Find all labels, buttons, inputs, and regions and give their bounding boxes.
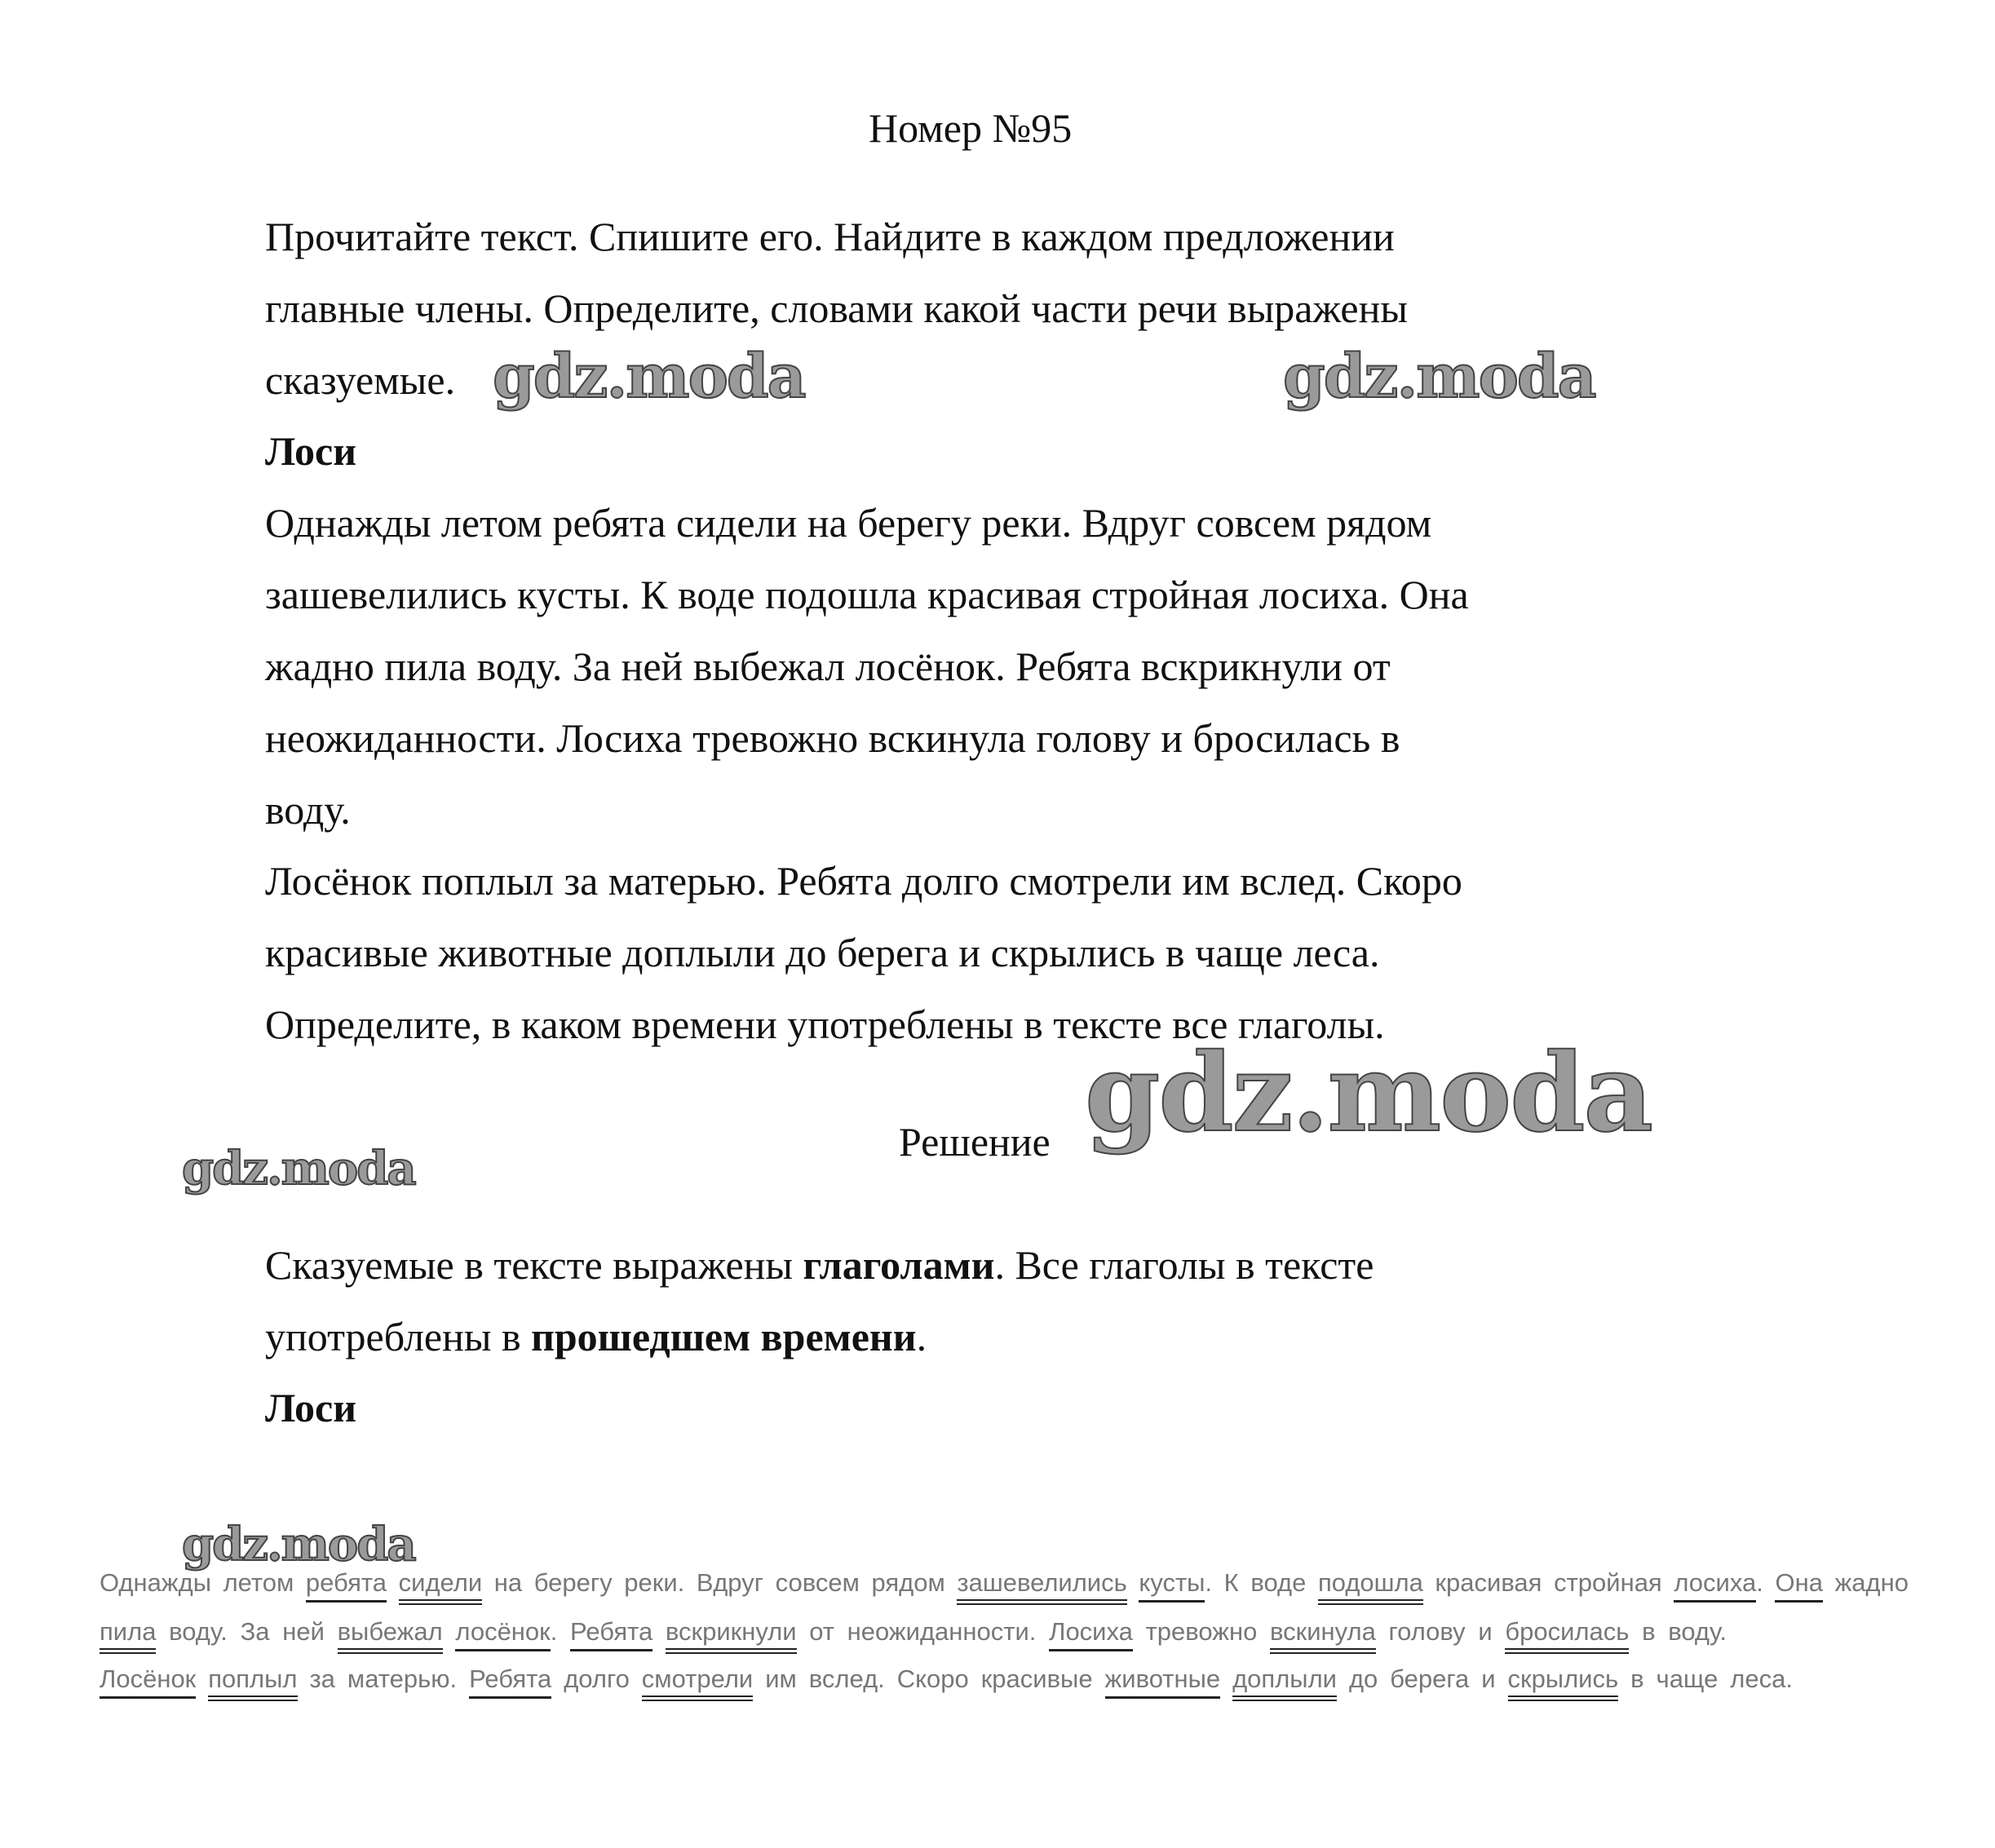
text: воду. За ней: [156, 1617, 338, 1646]
text: [443, 1617, 456, 1646]
predicate-word: зашевелились: [957, 1568, 1126, 1605]
text-line: Лосёнок поплыл за матерью. Ребята долго смотрели им вслед. Скоро: [265, 858, 1462, 904]
predicate-word: бросилась: [1505, 1617, 1629, 1654]
marked-line: [100, 1614, 1727, 1650]
solution-line: [265, 1312, 927, 1361]
text-line: Однажды летом ребята сидели на берегу реки. Вдруг совсем рядом: [265, 500, 1432, 546]
text: . Все глаголы в тексте: [994, 1242, 1374, 1288]
text: [387, 1568, 399, 1597]
text-line: воду.: [265, 787, 351, 833]
text: голову и: [1375, 1617, 1506, 1646]
predicate-word: сидели: [399, 1568, 483, 1605]
text-line: зашевелились кусты. К воде подошла красивая стройная лосиха. Она: [265, 572, 1469, 617]
watermark-logo: gdz.moda: [1085, 1030, 1652, 1156]
text: [652, 1617, 666, 1646]
text: .: [550, 1617, 571, 1646]
predicate-word: скрылись: [1508, 1665, 1619, 1701]
predicate-word: выбежал: [338, 1617, 443, 1654]
predicate-word: доплыли: [1232, 1665, 1337, 1701]
predicate-word: вскинула: [1270, 1617, 1376, 1654]
text: в воду.: [1629, 1617, 1727, 1646]
watermark-logo: gdz.moda: [182, 1142, 415, 1196]
bold-text: глаголами: [803, 1242, 995, 1288]
subject-word: Ребята: [469, 1665, 551, 1699]
subject-word: Лосёнок: [100, 1665, 196, 1699]
subject-word: кусты: [1139, 1568, 1205, 1603]
text: употреблены в: [265, 1314, 532, 1359]
text: [1127, 1568, 1139, 1597]
subject-word: лосиха: [1674, 1568, 1756, 1603]
task-question: Определите, в каком времени употреблены в тексте все глаголы.: [265, 1001, 1385, 1047]
task-line: Прочитайте текст. Спишите его. Найдите в каждом предложении: [265, 214, 1395, 259]
text-title: Лоси: [265, 428, 357, 474]
text: за матерью.: [297, 1665, 470, 1693]
predicate-word: смотрели: [642, 1665, 753, 1701]
predicate-word: пила: [100, 1617, 156, 1654]
subject-word: Лосиха: [1049, 1617, 1133, 1651]
text-line: неожиданности. Лосиха тревожно вскинула голову и бросилась в: [265, 715, 1400, 761]
text: жадно: [1822, 1568, 1909, 1597]
solution-heading: Решение: [899, 1119, 1051, 1165]
text: до берега и: [1336, 1665, 1508, 1693]
text-line: красивые животные доплыли до берега и скрылись в чаще леса.: [265, 930, 1380, 975]
text: красивая стройная: [1422, 1568, 1674, 1597]
text: Однажды летом: [100, 1568, 306, 1597]
task-line: сказуемые.: [265, 357, 456, 403]
task-line: главные члены. Определите, словами какой части речи выражены: [265, 285, 1408, 331]
subject-word: животные: [1105, 1665, 1221, 1699]
subject-word: Она: [1775, 1568, 1822, 1603]
text-line: жадно пила воду. За ней выбежал лосёнок. Ребята вскрикнули от: [265, 643, 1391, 689]
subject-word: Ребята: [570, 1617, 652, 1651]
text: долго: [551, 1665, 642, 1693]
watermark-logo: gdz.moda: [182, 1518, 415, 1572]
text: от неожиданности.: [796, 1617, 1050, 1646]
subject-word: лосёнок: [455, 1617, 550, 1651]
text: .: [916, 1314, 927, 1359]
text: Сказуемые в тексте выражены: [265, 1242, 803, 1288]
predicate-word: вскрикнули: [666, 1617, 797, 1654]
text: на берегу реки. Вдруг совсем рядом: [482, 1568, 958, 1597]
predicate-word: подошла: [1318, 1568, 1423, 1605]
text: [196, 1665, 208, 1693]
marked-line: [100, 1661, 1793, 1697]
bold-text: прошедшем времени: [531, 1314, 917, 1359]
text: тревожно: [1132, 1617, 1271, 1646]
watermark-logo: gdz.moda: [493, 342, 805, 412]
text: в чаще леса.: [1618, 1665, 1793, 1693]
text: .: [1756, 1568, 1776, 1597]
text: . К воде: [1205, 1568, 1318, 1597]
solution-text-title: Лоси: [265, 1385, 357, 1430]
text: [1220, 1665, 1232, 1693]
predicate-word: поплыл: [208, 1665, 297, 1701]
subject-word: ребята: [306, 1568, 387, 1603]
page-title: Номер №95: [869, 105, 1073, 151]
watermark-logo: gdz.moda: [1283, 342, 1595, 412]
solution-line: [265, 1240, 1373, 1289]
text: им вслед. Скоро красивые: [753, 1665, 1105, 1693]
